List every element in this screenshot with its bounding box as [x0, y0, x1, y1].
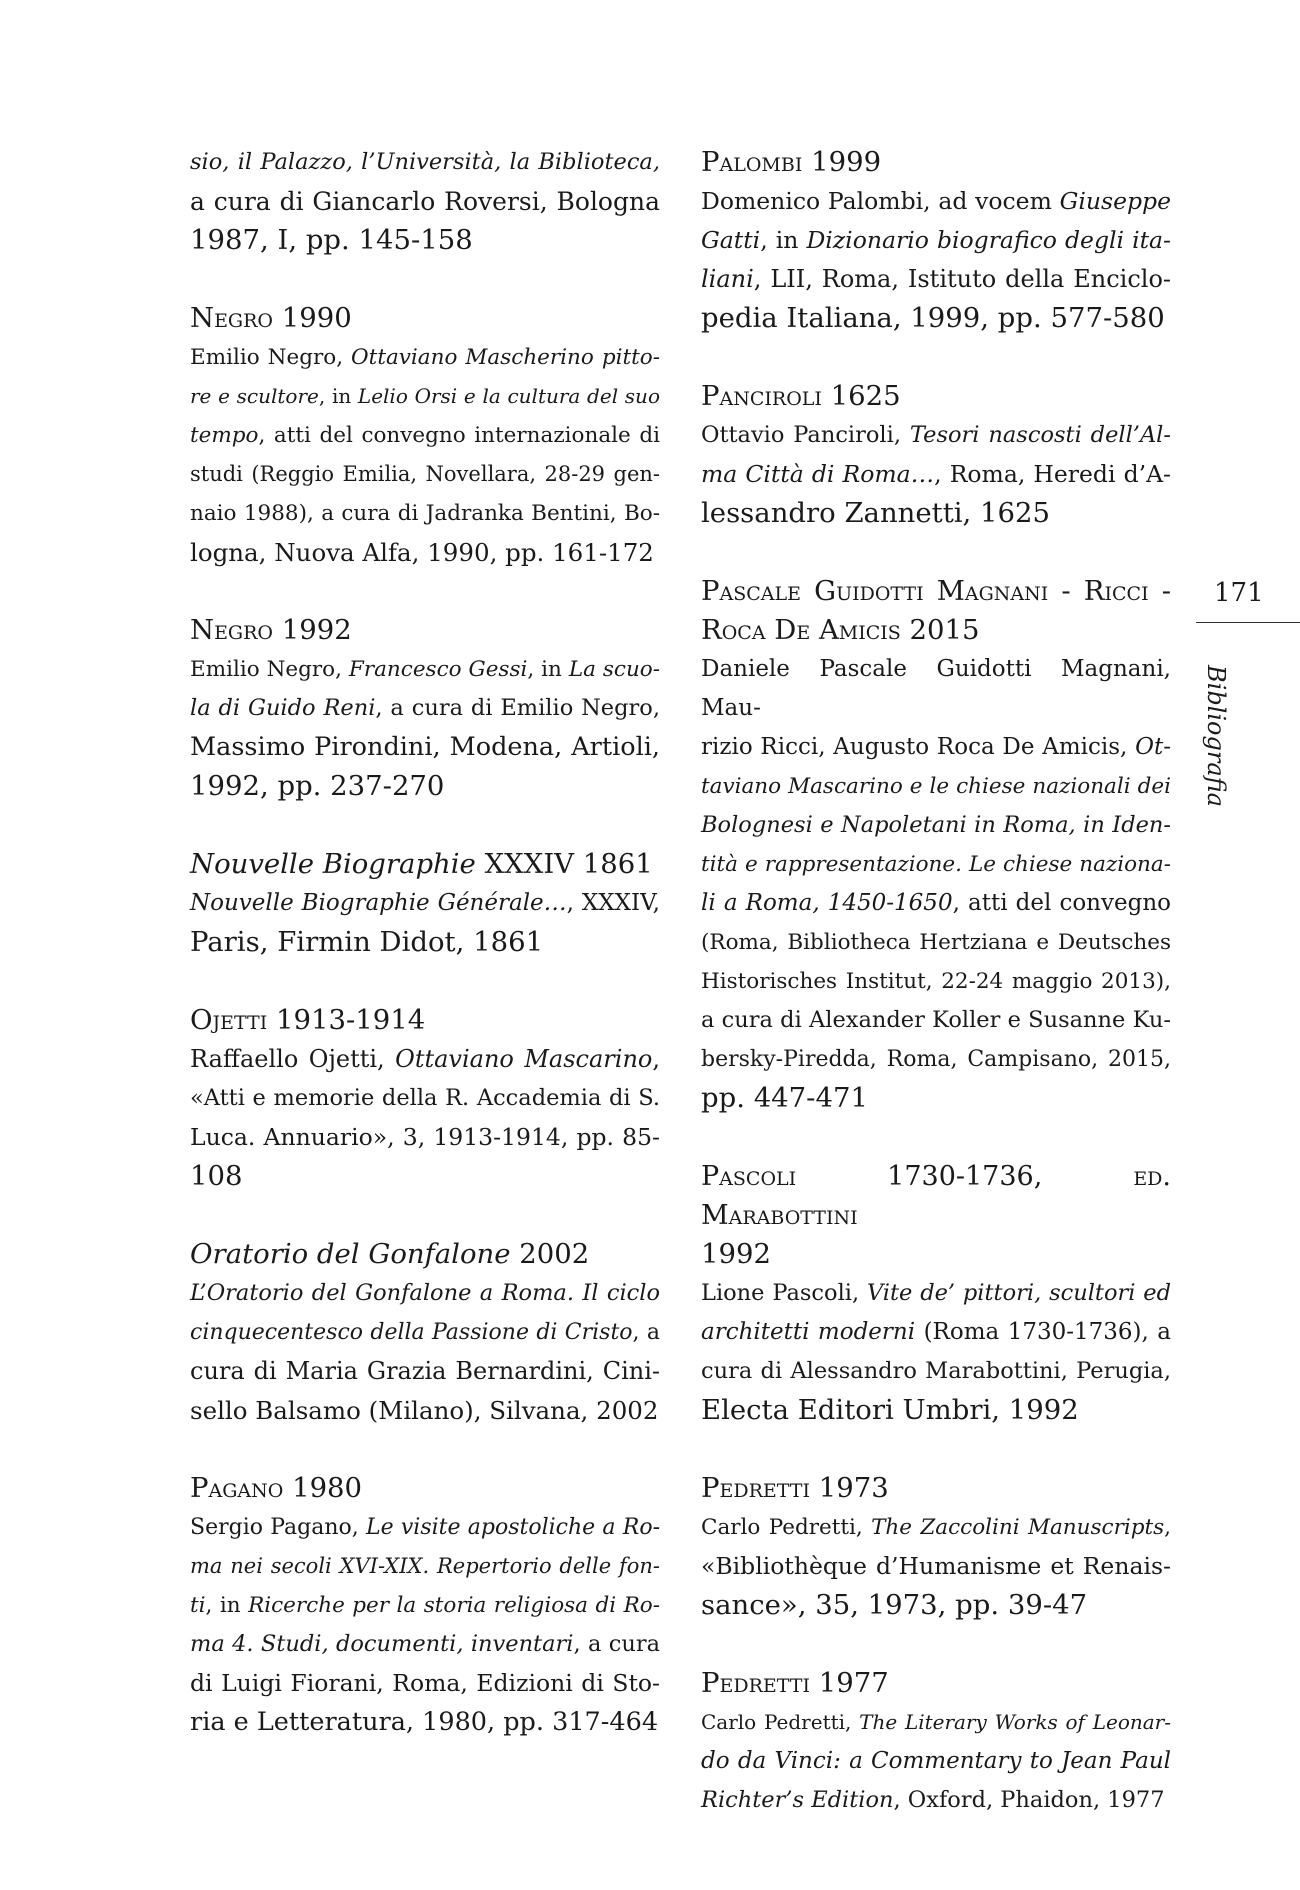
- entry-line: Raffaello Ojetti, Ottaviano Mascarino,: [190, 1045, 660, 1073]
- entry-line: ma 4. Studi, documenti, inventari, a cura: [190, 1631, 660, 1657]
- entry-line: studi (Reggio Emilia, Novellara, 28-29 gen-: [190, 462, 660, 486]
- entry-line: 1992, pp. 237-270: [190, 770, 445, 802]
- entry-line: Bolognesi e Napoletani in Roma, in Iden-: [701, 812, 1171, 838]
- entry-line: Domenico Palombi, ad vocem Giuseppe: [701, 187, 1171, 215]
- entry-line: li a Roma, 1450-1650, atti del convegno: [701, 890, 1171, 916]
- entry-line: Massimo Pirondini, Modena, Artioli,: [190, 732, 660, 762]
- bib-entry-pascoli: [701, 1157, 1171, 1430]
- bib-entry-nouvelle-biographie: [190, 845, 660, 962]
- bib-entry-pagano: [190, 1469, 660, 1742]
- running-head: Bibliografia: [1202, 665, 1230, 807]
- entry-heading: Pedretti 1973: [701, 1472, 889, 1504]
- entry-heading: Nouvelle Biographie XXXIV 1861: [190, 848, 653, 880]
- bib-entry-negro-1990: [190, 299, 660, 572]
- bib-entry-ojetti: [190, 1001, 660, 1196]
- entry-line: Sergio Pagano, Le visite apostoliche a Ro-: [190, 1515, 661, 1540]
- entry-line: «Bibliothèque d’Humanisme et Renais-: [701, 1552, 1171, 1580]
- entry-line: Luca. Annuario», 3, 1913-1914, pp. 85-: [190, 1123, 660, 1151]
- entry-heading: Pascoli 1730-1736, ed. Marabottini: [701, 1161, 1171, 1231]
- entry-line: lessandro Zannetti, 1625: [701, 497, 1051, 529]
- entry-heading: Pascale Guidotti Magnani - Ricci -: [701, 575, 1171, 607]
- entry-line: liani, LII, Roma, Istituto della Enciclo-: [701, 265, 1171, 293]
- entry-line: Paris, Firmin Didot, 1861: [190, 926, 544, 958]
- entry-line: ma nei secoli XVI-XIX. Repertorio delle fon-: [190, 1554, 660, 1578]
- entry-line: 1987, I, pp. 145-158: [190, 224, 473, 256]
- entry-line: cinquecentesco della Passione di Cristo, a: [190, 1320, 660, 1345]
- entry-line: Lione Pascoli, Vite de’ pittori, scultori ed: [701, 1280, 1172, 1306]
- bib-entry-pedretti-1973: [701, 1469, 1171, 1625]
- entry-line: (Roma, Bibliotheca Hertziana e Deutsches: [701, 930, 1171, 955]
- entry-line: ria e Letteratura, 1980, pp. 317-464: [190, 1707, 659, 1737]
- entry-line: tità e rappresentazione. Le chiese naziona-: [701, 852, 1171, 877]
- entry-line: Carlo Pedretti, The Literary Works of Leonar-: [701, 1710, 1171, 1734]
- entry-line: naio 1988), a cura di Jadranka Bentini, Bo-: [190, 501, 660, 526]
- left-column: [190, 143, 660, 1781]
- bib-entry-oratorio-gonfalone: [190, 1235, 660, 1430]
- entry-line: sance», 35, 1973, pp. 39-47: [701, 1589, 1088, 1621]
- bib-entry-panciroli: [701, 377, 1171, 533]
- entry-heading: Negro 1992: [190, 614, 352, 646]
- entry-line: pedia Italiana, 1999, pp. 577-580: [701, 302, 1165, 334]
- entry-line: Emilio Negro, Ottaviano Mascherino pitto-: [190, 345, 660, 370]
- entry-line: re e scultore, in Lelio Orsi e la cultura del suo: [190, 384, 660, 408]
- entry-line: logna, Nuova Alfa, 1990, pp. 161-172: [190, 538, 654, 567]
- entry-heading: Palombi 1999: [701, 146, 882, 178]
- bib-entry-palombi: [701, 143, 1171, 338]
- entry-line: L’Oratorio del Gonfalone a Roma. Il ciclo: [190, 1280, 660, 1306]
- bib-entry-pascale-guidotti: [701, 572, 1171, 1118]
- entry-line: cura di Maria Grazia Bernardini, Cini-: [190, 1357, 660, 1385]
- entry-line: a cura di Alexander Koller e Susanne Ku-: [701, 1007, 1171, 1033]
- entry-heading: Negro 1990: [190, 302, 352, 334]
- entry-line: sello Balsamo (Milano), Silvana, 2002: [190, 1396, 659, 1425]
- bib-entry-continued: [190, 143, 660, 260]
- entry-line: taviano Mascarino e le chiese nazionali dei: [701, 774, 1171, 799]
- entry-line: Ottavio Panciroli, Tesori nascosti dell’Al-: [701, 422, 1171, 448]
- bib-entry-pedretti-1977: [701, 1664, 1171, 1820]
- entry-line: Electa Editori Umbri, 1992: [701, 1394, 1079, 1426]
- entry-heading: Pagano 1980: [190, 1472, 363, 1504]
- entry-line: architetti moderni (Roma 1730-1736), a: [701, 1319, 1172, 1345]
- entry-line: Historisches Institut, 22-24 maggio 2013),: [701, 969, 1171, 994]
- entry-line: a cura di Giancarlo Roversi, Bologna: [190, 187, 660, 216]
- entry-line: la di Guido Reni, a cura di Emilio Negro,: [190, 695, 660, 721]
- entry-heading: Roca De Amicis 2015: [701, 614, 980, 646]
- entry-line: sio, il Palazzo, l’Università, la Biblioteca,: [190, 149, 660, 175]
- entry-line: bersky-Piredda, Roma, Campisano, 2015,: [701, 1047, 1171, 1072]
- bib-entry-negro-1992: [190, 611, 660, 806]
- entry-line: «Atti e memorie della R. Accademia di S.: [190, 1085, 660, 1111]
- entry-line: Richter’s Edition, Oxford, Phaidon, 1977: [701, 1787, 1165, 1813]
- entry-line: Nouvelle Biographie Générale…, XXXIV,: [190, 890, 660, 916]
- entry-line: rizio Ricci, Augusto Roca De Amicis, Ot-: [701, 734, 1171, 760]
- entry-line: ti, in Ricerche per la storia religiosa di Ro-: [190, 1593, 660, 1618]
- entry-line: pp. 447-471: [701, 1082, 868, 1114]
- entry-line: Carlo Pedretti, The Zaccolini Manuscripts,: [701, 1515, 1172, 1540]
- entry-heading: Pedretti 1977: [701, 1667, 889, 1699]
- right-column: [701, 143, 1171, 1859]
- entry-heading: 1992: [701, 1238, 771, 1270]
- entry-heading: Oratorio del Gonfalone 2002: [190, 1238, 590, 1270]
- entry-heading: Panciroli 1625: [701, 380, 901, 412]
- entry-line: cura di Alessandro Marabottini, Perugia,: [701, 1358, 1171, 1384]
- entry-line: ma Città di Roma…, Roma, Heredi d’A-: [701, 460, 1171, 488]
- entry-line: 108: [190, 1160, 243, 1192]
- entry-line: Gatti, in Dizionario biografico degli ita-: [701, 226, 1171, 254]
- page-number: 171: [1214, 578, 1264, 608]
- entry-line: di Luigi Fiorani, Roma, Edizioni di Sto-: [190, 1669, 660, 1697]
- entry-line: Emilio Negro, Francesco Gessi, in La scuo-: [190, 657, 661, 682]
- entry-line: do da Vinci: a Commentary to Jean Paul: [701, 1748, 1171, 1774]
- entry-line: tempo, atti del convegno internazionale di: [190, 423, 660, 448]
- entry-line: Daniele Pascale Guidotti Magnani, Mau-: [701, 656, 1171, 721]
- margin-rule: [1196, 622, 1300, 623]
- entry-heading: Ojetti 1913-1914: [190, 1004, 426, 1036]
